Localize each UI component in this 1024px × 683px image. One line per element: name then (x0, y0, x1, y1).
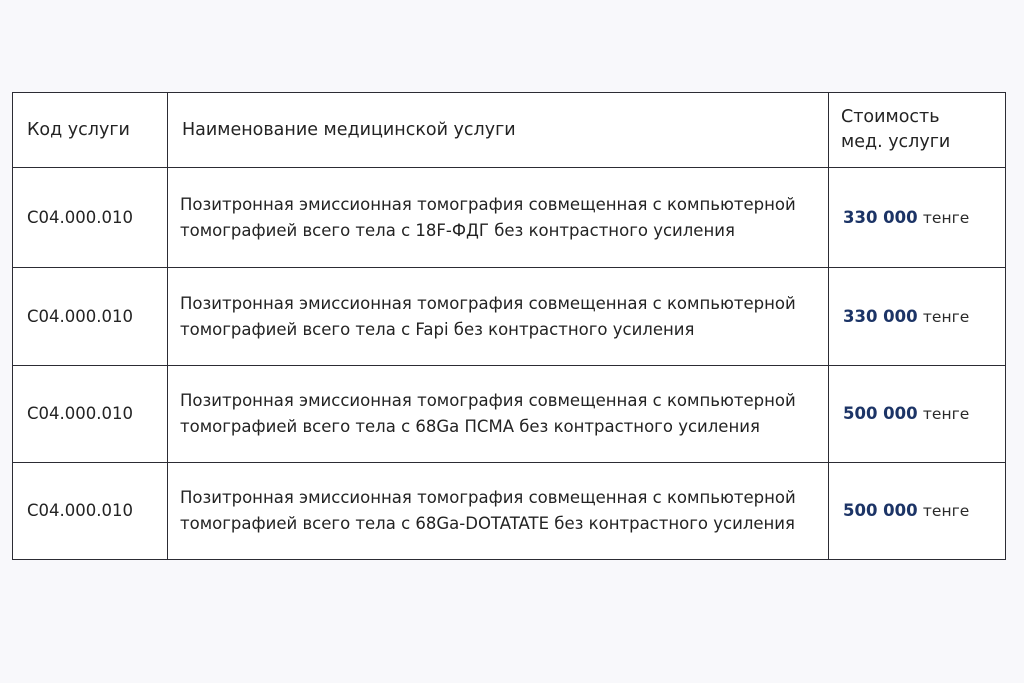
service-name: Позитронная эмиссионная томография совмещенная с компьютерной томографией всего тела с 18F-ФДГ без контрастного усиления (168, 168, 829, 268)
table-row (13, 268, 1006, 366)
price-currency: тенге (922, 307, 970, 326)
service-name: Позитронная эмиссионная томография совмещенная с компьютерной томографией всего тела с 68Ga-DOTATATE без контрастного усиления (168, 463, 829, 560)
service-cost (829, 366, 1006, 463)
service-code: C04.000.010 (13, 268, 168, 366)
price-amount: 330 000 (843, 306, 918, 326)
header-cost-line2: мед. услуги (841, 132, 951, 152)
service-name: Позитронная эмиссионная томография совмещенная с компьютерной томографией всего тела с Fapi без контрастного усиления (168, 268, 829, 366)
header-cost (829, 93, 1006, 168)
price-currency: тенге (922, 405, 970, 423)
price-amount: 500 000 (843, 404, 918, 423)
price-currency: тенге (922, 502, 970, 520)
price-amount: 330 000 (843, 207, 918, 227)
price-amount: 500 000 (843, 501, 918, 520)
header-cost-line1: Стоимость (841, 107, 940, 127)
header-code: Код услуги (13, 93, 168, 168)
service-name: Позитронная эмиссионная томография совмещенная с компьютерной томографией всего тела с 68Ga ПСМА без контрастного усиления (168, 366, 829, 463)
price-currency: тенге (922, 208, 970, 227)
header-name: Наименование медицинской услуги (168, 93, 829, 168)
table-row (13, 463, 1006, 560)
table-row (13, 366, 1006, 463)
service-code: C04.000.010 (13, 366, 168, 463)
header-row (13, 93, 1006, 168)
service-code: C04.000.010 (13, 463, 168, 560)
service-cost (829, 463, 1006, 560)
price-table (12, 92, 1006, 560)
service-cost (829, 268, 1006, 366)
service-cost (829, 168, 1006, 268)
table-row (13, 168, 1006, 268)
service-code: C04.000.010 (13, 168, 168, 268)
